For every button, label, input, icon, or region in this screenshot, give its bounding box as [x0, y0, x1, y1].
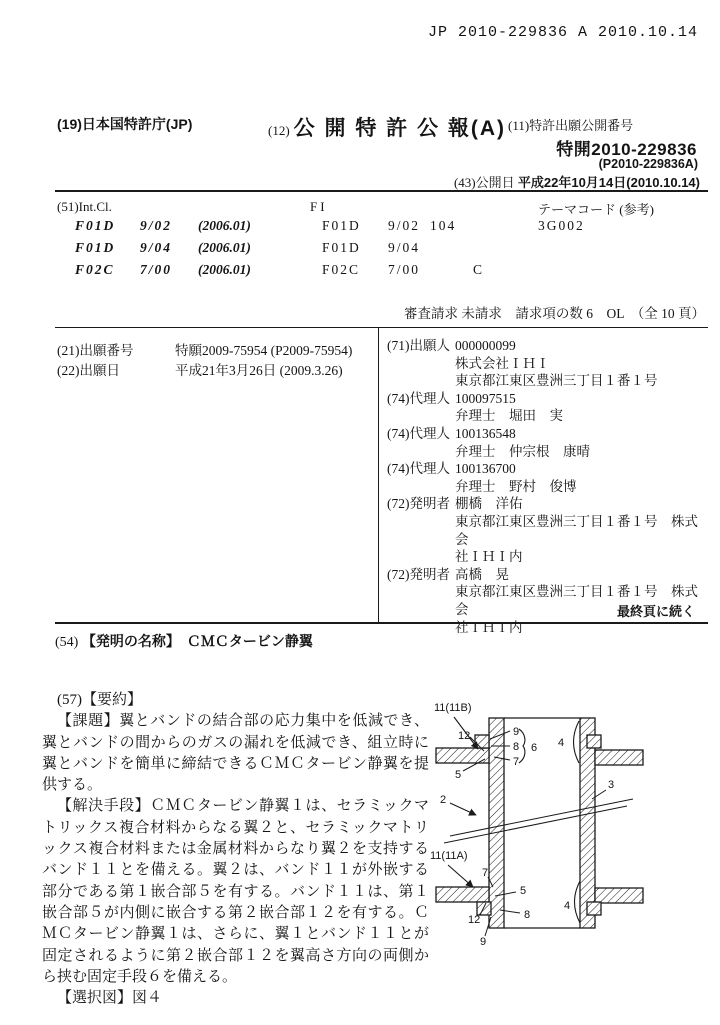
title-num: (54): [55, 635, 79, 650]
agent-name: 弁理士 堀田 実: [455, 408, 563, 424]
applicant-entry: [387, 337, 707, 390]
fig-break-line: [450, 799, 633, 836]
fig-brace: [575, 881, 581, 923]
fig-break-line: [444, 806, 627, 843]
agent-id: 100136700: [455, 461, 516, 477]
fig-label-5: 5: [455, 769, 462, 781]
application-number: 特願2009-75954 (P2009-75954): [175, 343, 353, 358]
fig-label-11b: 11(11B): [434, 702, 472, 714]
application-date: 平成21年3月26日 (2009.3.26): [175, 363, 343, 378]
applicant-label: (71)出願人: [387, 338, 450, 353]
fig-band-top-right: [595, 750, 643, 765]
application-date-row: [57, 359, 343, 379]
fig-block: [587, 735, 601, 748]
fig-block: [475, 735, 489, 748]
fig-right-wall: [580, 718, 595, 928]
inventor-entry: [387, 495, 707, 565]
biblio-top-rule: [55, 327, 708, 328]
fig-brace: [574, 721, 580, 763]
agent-id: 100136548: [455, 425, 516, 441]
application-date-label: (22)出願日: [57, 363, 120, 378]
continued-note: 最終頁に続く: [616, 604, 695, 619]
fi-class: F01D: [322, 218, 361, 233]
agent-label: (74)代理人: [387, 390, 450, 406]
application-number-row: [57, 339, 352, 359]
agent-name: 弁理士 仲宗根 康晴: [455, 443, 590, 459]
fig-label-7: 7: [482, 867, 489, 879]
inventor-address: 社ＩＨＩ内: [455, 549, 523, 565]
publication-kind-title: 公 開 特 許 公 報(A): [293, 117, 506, 140]
examination-status: 審査請求 未請求 請求項の数 6 OL （全 10 頁）: [404, 306, 705, 321]
intcl-version: (2006.01): [198, 262, 251, 277]
inventor-name: 棚橋 洋佑: [455, 496, 523, 512]
publication-date: [454, 172, 700, 191]
inventor-label: (72)発明者: [387, 566, 450, 582]
office-num: (19): [57, 116, 82, 132]
patent-figure: [428, 693, 720, 1023]
office-label: 日本国特許庁(JP): [81, 116, 193, 132]
fi-class: F01D: [322, 240, 361, 255]
application-number-label: (21)出願番号: [57, 343, 134, 358]
column-divider: [378, 328, 379, 622]
agent-id: 100097515: [455, 390, 516, 406]
abstract-heading: (57)【要約】: [57, 692, 142, 708]
fig-label-6: 6: [531, 742, 538, 754]
fig-label-9: 9: [480, 936, 487, 948]
title-rule: [55, 622, 708, 624]
fig-label-4: 4: [564, 900, 571, 912]
fig-label-7: 7: [513, 756, 520, 768]
intcl-version: (2006.01): [198, 240, 251, 255]
intcl-class: F01D: [75, 240, 116, 255]
agent-entry: [387, 390, 707, 425]
fig-label-12: 12: [468, 914, 481, 926]
intcl-subclass: 7/00: [140, 262, 173, 277]
fig-label-8: 8: [524, 909, 531, 921]
fig-band-bottom-left: [436, 887, 489, 902]
publication-kind: [268, 112, 506, 142]
agent-entry: [387, 425, 707, 460]
fig-label-12: 12: [458, 730, 471, 742]
fig-label-8: 8: [513, 741, 520, 753]
inventor-name: 高橋 晃: [455, 566, 509, 582]
title-label: 【発明の名称】: [81, 633, 180, 649]
inventor-address: 東京都江東区豊洲三丁目１番１号 株式会: [455, 513, 698, 547]
parties-column: [387, 337, 707, 636]
fi-subclass: 9/04: [388, 240, 421, 255]
fig-label-5: 5: [520, 885, 527, 897]
fig-block: [587, 902, 601, 915]
publication-date-label: (43)公開日: [453, 175, 515, 190]
fi-subclass: 7/00: [388, 262, 421, 277]
fig-brace: [519, 729, 525, 763]
applicant-id: 000000099: [455, 338, 516, 353]
applicant-address: 東京都江東区豊洲三丁目１番１号: [455, 373, 658, 389]
publication-number-paren: (P2010-229836A): [598, 157, 698, 171]
fig-label-11a: 11(11A): [430, 850, 468, 862]
publication-number-label: (11)特許出願公開番号: [508, 118, 634, 133]
abstract-solution: 【解決手段】ＣＭＣタービン静翼１は、セラミックマトリックス複合材料からなる翼２と、セラミックマトリックス複合材料または金属材料からなり翼２を支持するバンド１１とを備える。翼２は、バンド１１が外嵌する部分である第１嵌合部５を有する。バンド１１は、第１嵌合部５が内側に嵌合する第２嵌合部１２を有する。ＣＭＣタービン静翼１は、さらに、翼１とバンド１１とが固定されるように第２嵌合部１２を翼高さ方向の両側から挟む固定手段６を備える。: [42, 798, 429, 985]
inventor-address: 社ＩＨＩ内: [455, 619, 523, 635]
agent-label: (74)代理人: [387, 461, 450, 477]
publication-date-value: 平成22年10月14日(2010.10.14): [517, 175, 700, 190]
intcl-version: (2006.01): [198, 218, 251, 233]
fi-class: F02C: [322, 262, 361, 277]
fig-label-3: 3: [608, 779, 615, 791]
fi-subclass: 9/02: [388, 218, 421, 233]
patent-office-name: [57, 114, 192, 134]
fig-label-2: 2: [440, 794, 447, 806]
invention-title-line: [55, 631, 313, 651]
agent-name: 弁理士 野村 俊博: [455, 478, 577, 494]
intcl-class: F01D: [75, 218, 116, 233]
fig-label-4: 4: [558, 737, 565, 749]
header-rule: [55, 190, 708, 192]
selected-figure: 【選択図】図４: [57, 990, 163, 1007]
fig-label-9: 9: [513, 726, 520, 738]
fig-band-bottom-right: [595, 888, 643, 903]
theme-code-label: テーマコード (参考): [538, 202, 654, 217]
fi-label: FI: [310, 199, 328, 214]
intcl-subclass: 9/04: [140, 240, 173, 255]
fig-leader: [448, 865, 473, 887]
fig-left-wall: [489, 718, 504, 928]
kind-num: (12): [268, 123, 290, 138]
fig-leader: [450, 803, 476, 815]
abstract-problem: 【課題】翼とバンドの結合部の応力集中を低減でき、翼とバンドの間からのガスの漏れを低減でき、組立時に翼とバンドを簡単に締結できるＣＭＣタービン静翼を提供する。: [42, 713, 429, 794]
theme-code: 3G002: [538, 218, 585, 233]
inventor-label: (72)発明者: [387, 496, 450, 512]
inventor-address: 東京都江東区豊洲三丁目１番１号 株式会: [455, 584, 698, 617]
intcl-class: F02C: [75, 262, 115, 277]
applicant-name: 株式会社ＩＨＩ: [455, 355, 550, 371]
fi-code: C: [473, 262, 485, 277]
fi-code: 104: [430, 218, 457, 233]
doc-ref: JP 2010-229836 A 2010.10.14: [427, 24, 698, 41]
intcl-label: (51)Int.Cl.: [57, 199, 112, 214]
intcl-subclass: 9/02: [140, 218, 173, 233]
publication-number: 特開2010-229836: [556, 140, 697, 159]
abstract-section: [42, 690, 429, 1009]
agent-label: (74)代理人: [387, 425, 450, 441]
invention-title: ＣＭＣタービン静翼: [186, 633, 313, 649]
agent-entry: [387, 460, 707, 495]
